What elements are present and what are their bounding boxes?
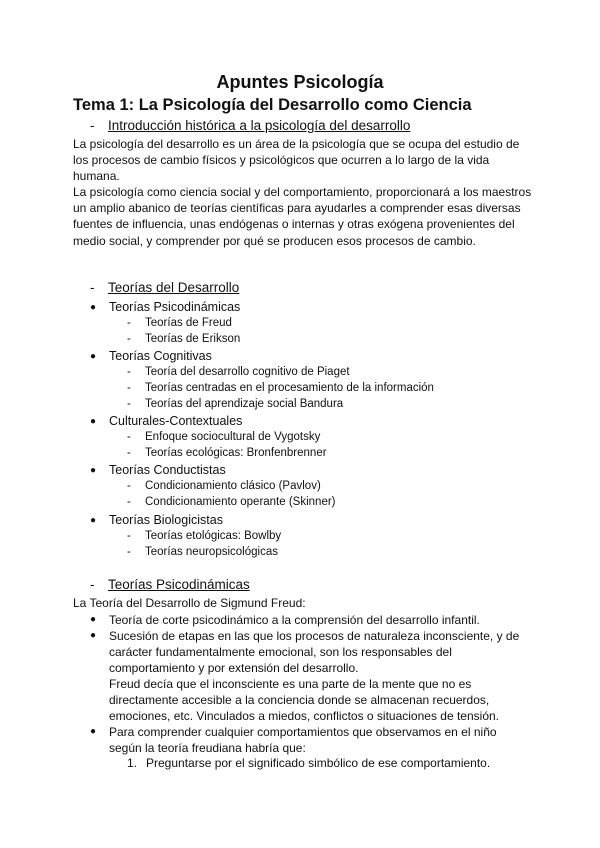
- section-heading-label: Introducción histórica a la psicología del desarrollo: [108, 118, 411, 133]
- sub-list-item-label: Teorías neuropsicológicas: [145, 546, 278, 558]
- numbered-item: [127, 756, 490, 770]
- sub-list-item: - Condicionamiento clásico (Pavlov): [127, 480, 321, 492]
- section-heading-theories: - Teorías del Desarrollo: [90, 280, 240, 295]
- list-item: [90, 513, 223, 527]
- list-item-text: Sucesión de etapas en las que los procesos de naturaleza inconsciente, y de carácter fundamentalmente emocional, son los responsables del comportamiento y por extensión del desarrollo.: [109, 629, 520, 676]
- sub-list-item-label: Teorías etológicas: Bowlby: [145, 530, 282, 542]
- sub-list-item: - Teorías ecológicas: Bronfenbrenner: [127, 447, 327, 459]
- sub-list-item-label: Enfoque sociocultural de Vygotsky: [145, 431, 321, 443]
- sub-list-item-label: Teoría del desarrollo cognitivo de Piaget: [145, 366, 350, 378]
- list-item-continuation: [90, 676, 530, 725]
- list-item-label: Teorías Biologicistas: [109, 513, 223, 527]
- sub-list-item: - Teorías neuropsicológicas: [127, 546, 278, 558]
- list-item: [90, 612, 530, 628]
- section-heading-label: Teorías Psicodinámicas: [108, 577, 250, 592]
- document-title: Apuntes Psicología: [216, 72, 384, 92]
- sub-list-item: - Teorías centradas en el procesamiento de la información: [127, 382, 434, 394]
- section-heading-psychodynamic: - Teorías Psicodinámicas: [90, 577, 250, 592]
- numbered-item-index: 1.: [127, 756, 138, 770]
- list-item: [90, 463, 226, 477]
- bullet-icon: ●: [90, 630, 97, 641]
- list-item-label: Teorías Cognitivas: [109, 349, 212, 363]
- section-heading-label: Teorías del Desarrollo: [108, 280, 240, 295]
- bullet-icon: ●: [90, 416, 97, 427]
- freud-intro: La Teoría del Desarrollo de Sigmund Freud:: [73, 596, 306, 610]
- bullet-icon: ●: [90, 614, 97, 625]
- paragraph-text: La psicología del desarrollo es un área de la psicología que se ocupa del estudio de los procesos de cambio físicos y psicológicos que ocurren a lo largo de la vida humana.: [73, 137, 520, 184]
- bullet-icon: ●: [90, 726, 97, 737]
- section-heading-intro: - Introducción histórica a la psicología del desarrollo: [90, 118, 411, 133]
- sub-list-item-label: Condicionamiento clásico (Pavlov): [145, 480, 321, 492]
- sub-list-item: - Teorías etológicas: Bowlby: [127, 530, 282, 542]
- list-item-text: Freud decía que el inconsciente es una parte de la mente que no es directamente accesible a la conciencia donde se almacenan recuerdos, emociones, etc. Vinculados a miedos, conflictos o situaciones de tensión.: [109, 677, 499, 724]
- bullet-icon: ●: [90, 515, 97, 526]
- list-item-label: Teorías Conductistas: [109, 463, 226, 477]
- list-item-text: Para comprender cualquier comportamientos que observamos en el niño según la teoría freudiana habría que:: [109, 725, 497, 756]
- sub-list-item-label: Condicionamiento operante (Skinner): [145, 496, 336, 508]
- sub-list-item: - Condicionamiento operante (Skinner): [127, 496, 336, 508]
- paragraph-definition: [73, 136, 533, 185]
- topic-heading: Tema 1: La Psicología del Desarrollo como Ciencia: [73, 96, 472, 114]
- bullet-icon: ●: [90, 465, 97, 476]
- sub-list-item-label: Teorías del aprendizaje social Bandura: [145, 398, 344, 410]
- list-item: [90, 414, 242, 428]
- list-item: [90, 628, 530, 677]
- sub-list-item: - Teoría del desarrollo cognitivo de Piaget: [127, 366, 350, 378]
- sub-list-item: - Enfoque sociocultural de Vygotsky: [127, 431, 321, 443]
- list-item-label: Teorías Psicodinámicas: [109, 300, 241, 314]
- list-item-label: Culturales-Contextuales: [109, 414, 243, 428]
- sub-list-item: - Teorías de Freud: [127, 317, 232, 329]
- sub-list-item-label: Teorías centradas en el procesamiento de la información: [145, 382, 434, 394]
- list-item: [90, 724, 530, 756]
- paragraph-science: [73, 184, 533, 249]
- sub-list-item: - Teorías de Erikson: [127, 333, 241, 345]
- list-item-text: Teoría de corte psicodinámico a la comprensión del desarrollo infantil.: [109, 613, 480, 627]
- list-item: [90, 300, 240, 314]
- sub-list-item-label: Teorías de Erikson: [145, 333, 241, 345]
- sub-list-item: - Teorías del aprendizaje social Bandura: [127, 398, 344, 410]
- sub-list-item-label: Teorías ecológicas: Bronfenbrenner: [145, 447, 327, 459]
- bullet-icon: ●: [90, 302, 97, 313]
- paragraph-text: La psicología como ciencia social y del comportamiento, proporcionará a los maestros un amplio abanico de teorías científicas para ayudarles a comprender esas diversas fuentes de influencia, unas endógenas o internas y otras exógena provenientes del medio social, y comprender por qué se producen esos procesos de cambio.: [73, 185, 532, 248]
- numbered-item-text: Preguntarse por el significado simbólico de ese comportamiento.: [146, 756, 491, 770]
- sub-list-item-label: Teorías de Freud: [145, 317, 232, 329]
- list-item: [90, 349, 212, 363]
- bullet-icon: ●: [90, 351, 97, 362]
